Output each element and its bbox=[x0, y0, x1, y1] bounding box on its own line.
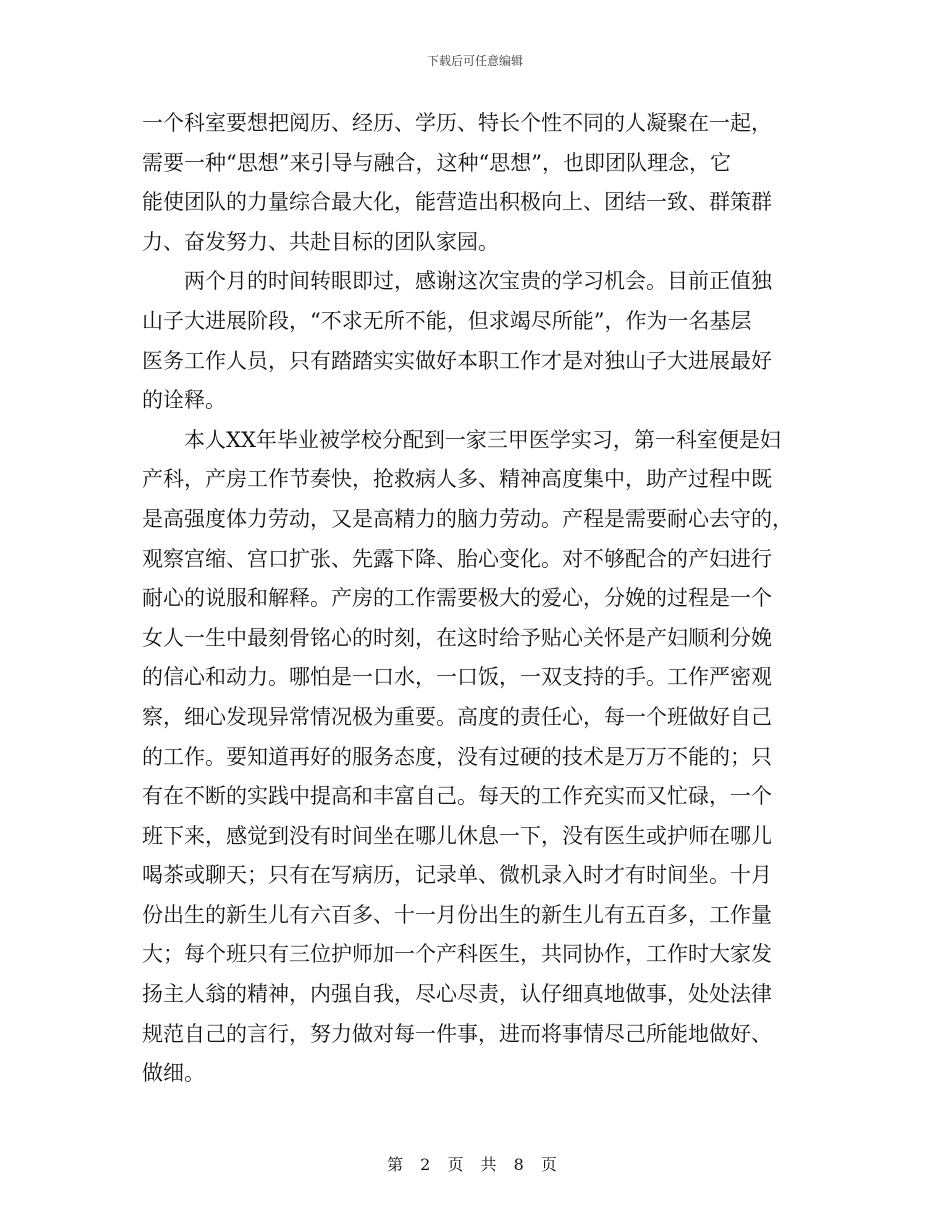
text-line: 两个月的时间转眼即过，感谢这次宝贵的学习机会。目前正值独 bbox=[184, 269, 772, 294]
text-line: 是高强度体力劳动，又是高精力的脑力劳动。产程是需要耐心去守的， bbox=[142, 506, 793, 531]
text-line: 力、奋发努力、共赴目标的团队家园。 bbox=[142, 229, 499, 254]
text-line: 产科，产房工作节奏快，抢救病人多、精神高度集中，助产过程中既 bbox=[142, 467, 772, 492]
text-line: 的诠释。 bbox=[142, 388, 226, 413]
text-line: 一个科室要想把阅历、经历、学历、特长个性不同的人凝聚在一起， bbox=[142, 111, 772, 135]
text-line: 的工作。要知道再好的服务态度，没有过硬的技术是万万不能的；只 bbox=[142, 744, 772, 769]
text-line: 需要一种“思想”来引导与融合，这种“思想”，也即团队理念，它 bbox=[142, 150, 731, 175]
text-line: 耐心的说服和解释。产房的工作需要极大的爱心，分娩的过程是一个 bbox=[142, 586, 772, 611]
page-footer: 第 2 页 共 8 页 bbox=[387, 1155, 563, 1174]
text-line: 规范自己的言行，努力做对每一件事，进而将事情尽己所能地做好、 bbox=[142, 1021, 772, 1046]
text-line: 份出生的新生儿有六百多、十一月份出生的新生儿有五百多，工作量 bbox=[142, 902, 772, 927]
text-line: 医务工作人员，只有踏踏实实做好本职工作才是对独山子大进展最好 bbox=[142, 348, 772, 373]
text-line: 本人XX年毕业被学校分配到一家三甲医学实习，第一科室便是妇 bbox=[184, 427, 781, 452]
text-line: 的信心和动力。哪怕是一口水，一口饭，一双支持的手。工作严密观 bbox=[142, 665, 772, 690]
text-line: 班下来，感觉到没有时间坐在哪儿休息一下，没有医生或护师在哪儿 bbox=[142, 823, 772, 848]
text-line: 观察宫缩、宫口扩张、先露下降、胎心变化。对不够配合的产妇进行 bbox=[142, 546, 772, 571]
text-line: 山子大进展阶段，“不求无所不能，但求竭尽所能”，作为一名基层 bbox=[142, 308, 752, 333]
text-line: 扬主人翁的精神，内强自我，尽心尽责，认仔细真地做事，处处法律 bbox=[142, 982, 772, 1007]
text-line: 有在不断的实践中提高和丰富自己。每天的工作充实而又忙碌，一个 bbox=[142, 784, 772, 809]
text-line: 大；每个班只有三位护师加一个产科医生，共同协作，工作时大家发 bbox=[142, 942, 772, 967]
text-line: 女人一生中最刻骨铭心的时刻，在这时给予贴心关怀是产妇顺利分娩 bbox=[142, 625, 772, 650]
text-line: 喝茶或聊天；只有在写病历，记录单、微机录入时才有时间坐。十月 bbox=[142, 863, 772, 888]
page-header: 下载后可任意编辑 bbox=[426, 54, 523, 68]
text-line: 能使团队的力量综合最大化，能营造出积极向上、团结一致、群策群 bbox=[142, 190, 772, 215]
text-line: 察，细心发现异常情况极为重要。高度的责任心，每一个班做好自己 bbox=[142, 704, 772, 729]
text-line: 做细。 bbox=[142, 1061, 205, 1086]
document-body bbox=[142, 104, 806, 1094]
